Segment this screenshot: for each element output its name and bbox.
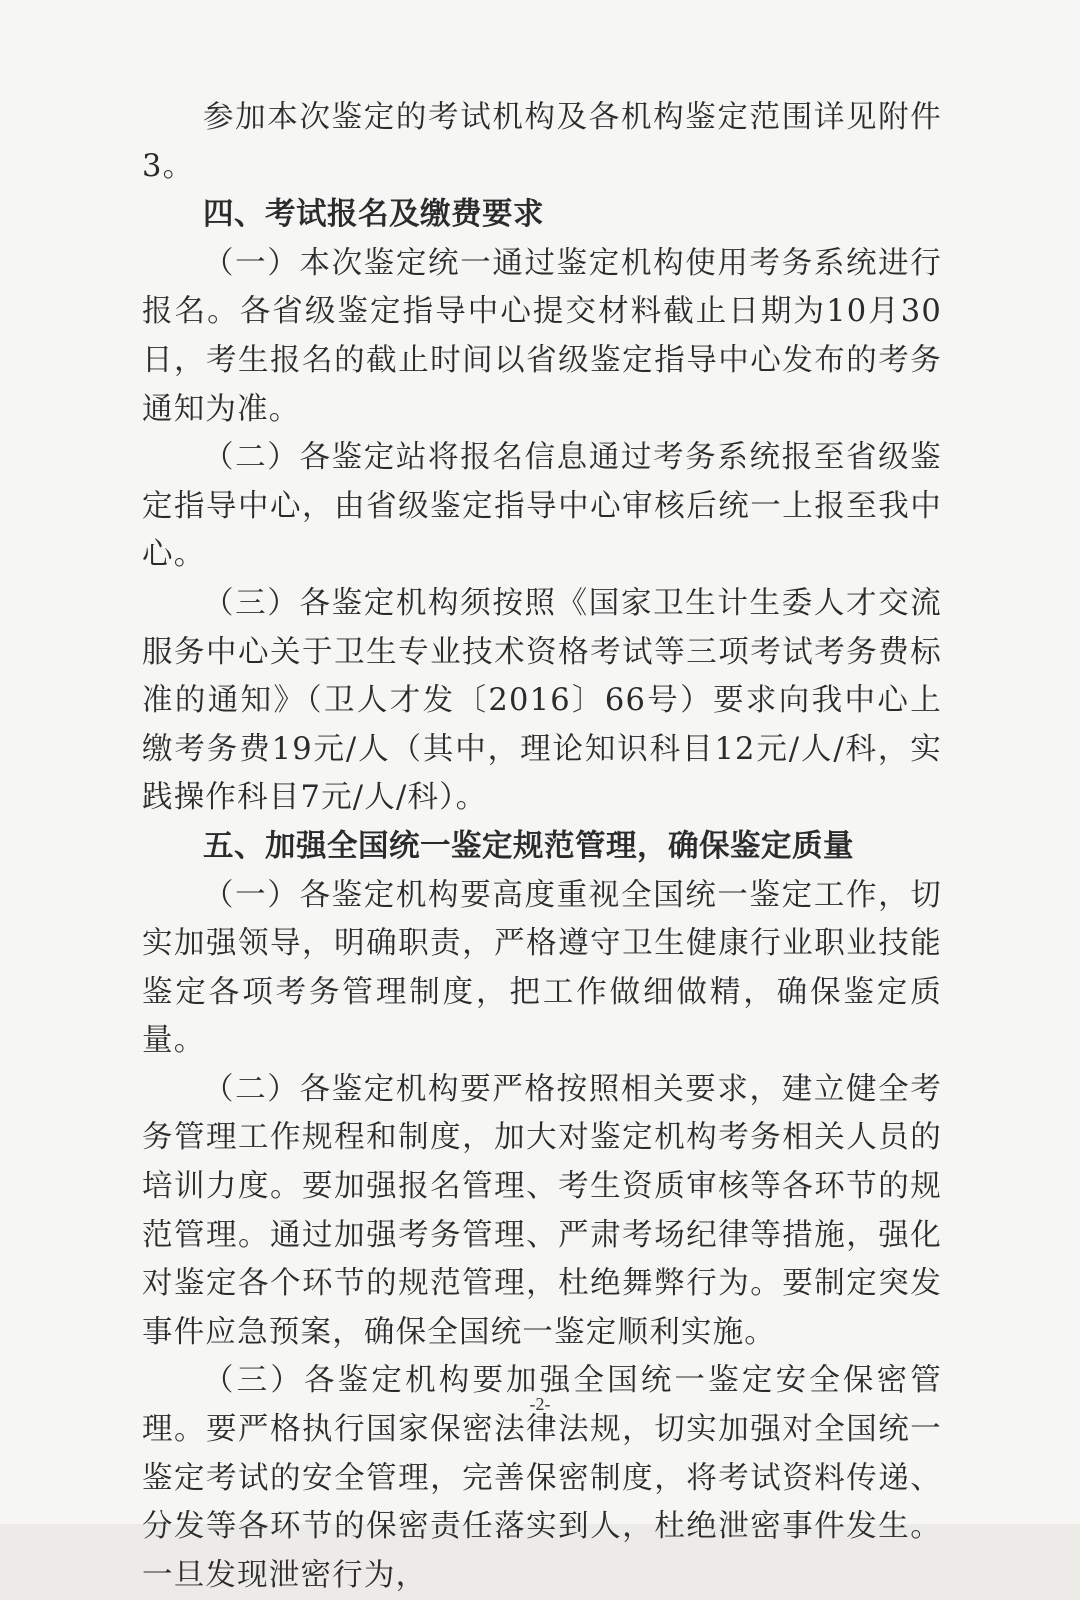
paragraph-attachment-note: 参加本次鉴定的考试机构及各机构鉴定范围详见附件3。: [142, 100, 942, 184]
section-heading-registration: 四、考试报名及缴费要求: [203, 197, 544, 233]
paragraph-management-1: （一）各鉴定机构要高度重视全国统一鉴定工作，切实加强领导，明确职责，严格遵守卫生健康行业职业技能鉴定各项考务管理制度，把工作做细做精，确保鉴定质量。: [142, 877, 942, 1059]
paragraph-registration-3: （三）各鉴定机构须按照《国家卫生计生委人才交流服务中心关于卫生专业技术资格考试等三项考试考务费标准的通知》（卫人才发〔2016〕66号）要求向我中心上缴考务费19元/人（其中，理论知识科目12元/人/科，实践操作科目7元/人/科）。: [142, 585, 942, 816]
document-body: [142, 94, 942, 1600]
section-heading-management: 五、加强全国统一鉴定规范管理，确保鉴定质量: [203, 828, 854, 864]
paragraph-management-2: （二）各鉴定机构要严格按照相关要求，建立健全考务管理工作规程和制度，加大对鉴定机构考务相关人员的培训力度。要加强报名管理、考生资质审核等各环节的规范管理。通过加强考务管理、严肃考场纪律等措施，强化对鉴定各个环节的规范管理，杜绝舞弊行为。要制定突发事件应急预案，确保全国统一鉴定顺利实施。: [142, 1071, 942, 1350]
paragraph-management-3: （三）各鉴定机构要加强全国统一鉴定安全保密管理。要严格执行国家保密法律法规，切实加强对全国统一鉴定考试的安全管理，完善保密制度，将考试资料传递、分发等各环节的保密责任落实到人，杜绝泄密事件发生。一旦发现泄密行为，: [142, 1363, 942, 1593]
paragraph-registration-2: （二）各鉴定站将报名信息通过考务系统报至省级鉴定指导中心，由省级鉴定指导中心审核后统一上报至我中心。: [142, 440, 942, 573]
paragraph-registration-1: （一）本次鉴定统一通过鉴定机构使用考务系统进行报名。各省级鉴定指导中心提交材料截止日期为10月30日，考生报名的截止时间以省级鉴定指导中心发布的考务通知为准。: [142, 245, 942, 427]
page-number: -2-: [529, 1394, 551, 1414]
